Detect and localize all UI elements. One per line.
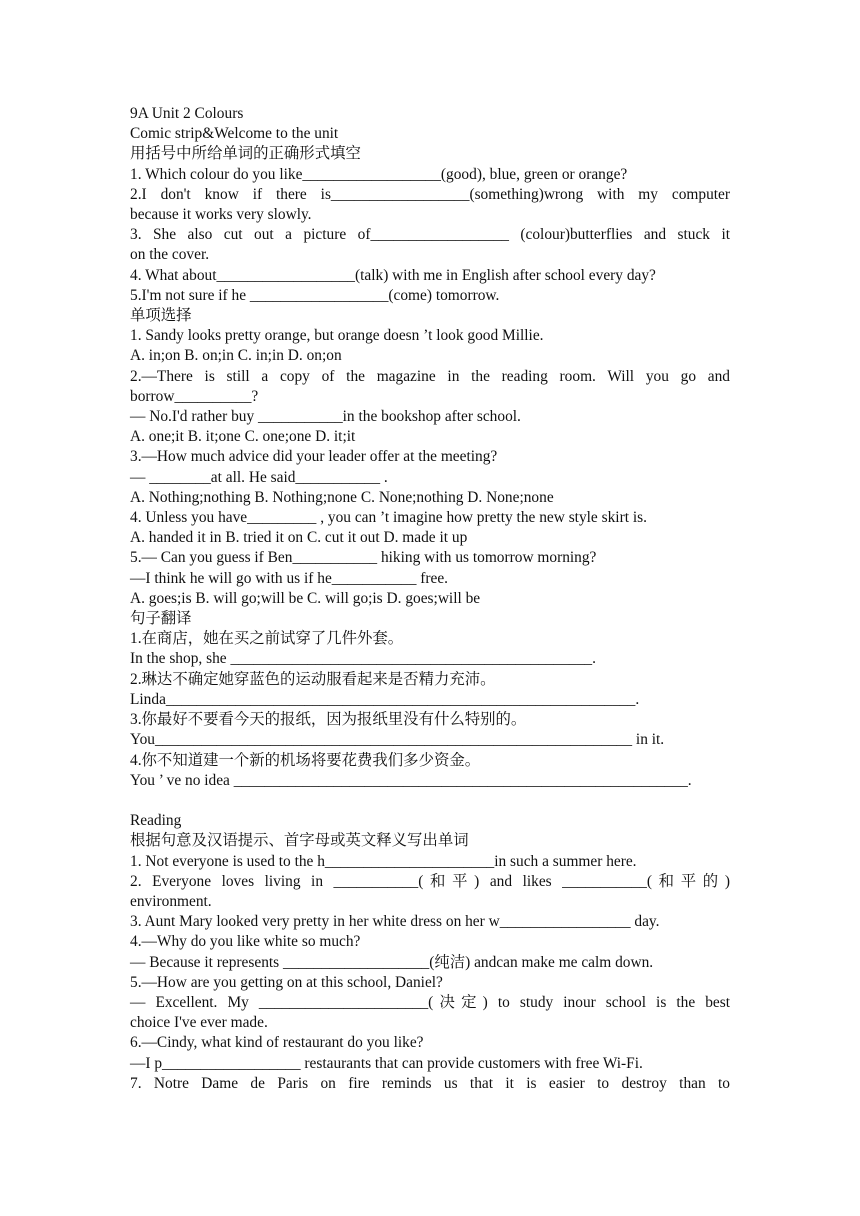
question-line: because it works very slowly.	[130, 206, 312, 224]
section-heading-reading: Reading	[130, 812, 182, 830]
chinese-prompt: 1.在商店，她在买之前试穿了几件外套。	[130, 630, 404, 648]
question-line: 2. Everyone loves living in ___________(和平) and likes ___________(和平的)	[130, 872, 730, 890]
translation-line: You ’ ve no idea ___________________________________________________________.	[130, 771, 692, 789]
question-line: 5.— Can you guess if Ben___________ hiking with us tomorrow morning?	[130, 549, 597, 567]
answer-options: A. handed it in B. tried it on C. cut it out D. made it up	[130, 529, 468, 547]
answer-options: A. in;on B. on;in C. in;in D. on;on	[130, 347, 342, 365]
question-line: 3.—How much advice did your leader offer at the meeting?	[130, 448, 498, 466]
question-line: 1. Sandy looks pretty orange, but orange doesn ’t look good Millie.	[130, 327, 544, 345]
worksheet-page	[130, 104, 730, 1094]
question-line: 5.I'm not sure if he __________________(come) tomorrow.	[130, 286, 500, 304]
question-line: 3. Aunt Mary looked very pretty in her white dress on her w_________________ day.	[130, 913, 660, 931]
question-line: — Excellent. My ______________________(决定) to study inour school is the best	[130, 993, 730, 1011]
question-line: 7. Notre Dame de Paris on fire reminds us that it is easier to destroy than to	[130, 1074, 730, 1092]
answer-options: A. Nothing;nothing B. Nothing;none C. None;nothing D. None;none	[130, 488, 554, 506]
section-heading-translation: 句子翻译	[130, 610, 192, 628]
question-line: — ________at all. He said___________ .	[130, 468, 388, 486]
question-line: — Because it represents ___________________(纯洁) andcan make me calm down.	[130, 953, 654, 971]
question-line: 2.—There is still a copy of the magazine in the reading room. Will you go and	[130, 367, 730, 385]
question-line: on the cover.	[130, 246, 210, 264]
question-line: 3. She also cut out a picture of__________________ (colour)butterflies and stuck it	[130, 226, 730, 244]
question-line: 1. Not everyone is used to the h______________________in such a summer here.	[130, 852, 637, 870]
question-line: 4. Unless you have_________ , you can ’t imagine how pretty the new style skirt is.	[130, 509, 647, 527]
section-heading-multiple-choice: 单项选择	[130, 307, 192, 325]
section-subtitle: Comic strip&Welcome to the unit	[130, 125, 339, 143]
question-line: choice I've ever made.	[130, 1014, 268, 1032]
chinese-prompt: 2.琳达不确定她穿蓝色的运动服看起来是否精力充沛。	[130, 670, 496, 688]
chinese-prompt: 3.你最好不要看今天的报纸，因为报纸里没有什么特别的。	[130, 711, 527, 729]
translation-line: In the shop, she _______________________________________________.	[130, 650, 596, 668]
translation-line: Linda_____________________________________________________________.	[130, 690, 640, 708]
section-heading-fill-blanks: 用括号中所给单词的正确形式填空	[130, 145, 361, 163]
question-line: —I think he will go with us if he___________ free.	[130, 569, 449, 587]
question-line: environment.	[130, 892, 212, 910]
question-line: 5.—How are you getting on at this school, Daniel?	[130, 973, 443, 991]
question-line: 1. Which colour do you like__________________(good), blue, green or orange?	[130, 165, 628, 183]
section-instruction: 根据句意及汉语提示、首字母或英文释义写出单词	[130, 832, 469, 850]
answer-options: A. goes;is B. will go;will be C. will go;is D. goes;will be	[130, 589, 481, 607]
question-line: 6.—Cindy, what kind of restaurant do you like?	[130, 1034, 424, 1052]
question-line: 4.—Why do you like white so much?	[130, 933, 361, 951]
blank-line	[130, 791, 730, 811]
chinese-prompt: 4.你不知道建一个新的机场将要花费我们多少资金。	[130, 751, 481, 769]
unit-title: 9A Unit 2 Colours	[130, 105, 244, 122]
translation-line: You______________________________________________________________ in it.	[130, 731, 665, 749]
question-line: 4. What about__________________(talk) with me in English after school every day?	[130, 266, 656, 284]
question-line: 2.I don't know if there is__________________(something)wrong with my computer	[130, 185, 730, 203]
question-line: —I p__________________ restaurants that can provide customers with free Wi-Fi.	[130, 1054, 643, 1072]
question-line: borrow__________?	[130, 387, 259, 405]
answer-options: A. one;it B. it;one C. one;one D. it;it	[130, 428, 356, 446]
question-line: — No.I'd rather buy ___________in the bookshop after school.	[130, 408, 521, 426]
